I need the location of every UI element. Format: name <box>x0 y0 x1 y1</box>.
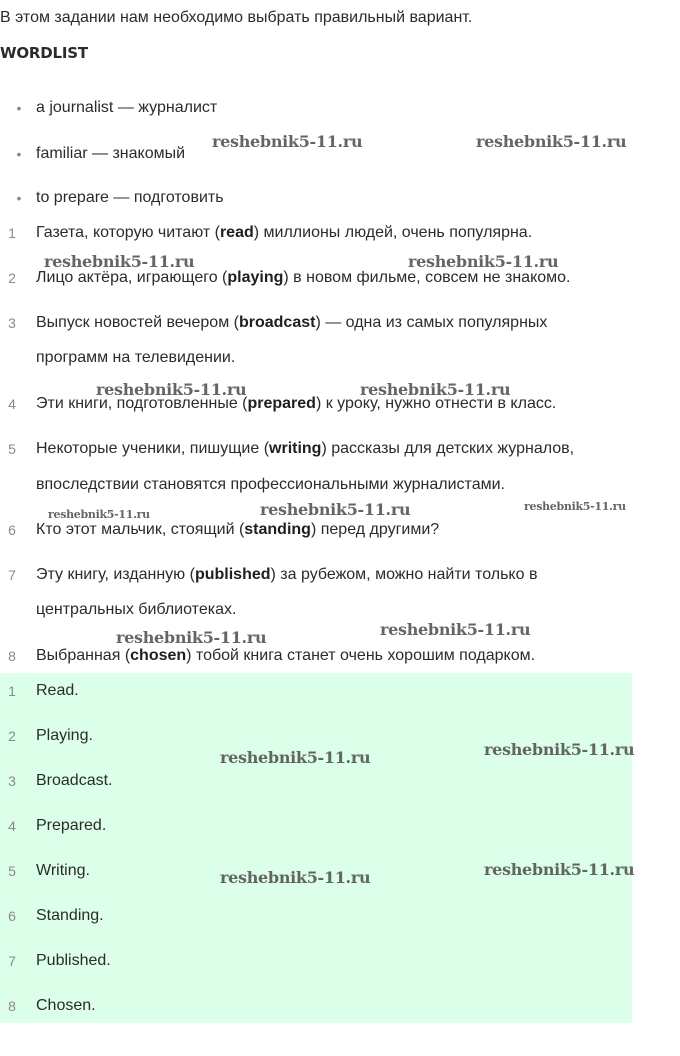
answer-number: 3 <box>8 773 16 789</box>
sentence-text: Эти книги, подготовленные (prepared) к уроку, нужно отнести в класс. <box>36 395 557 412</box>
sentence-text: Лицо актёра, играющего (playing) в новом фильме, совсем не знакомо. <box>36 269 571 286</box>
answer-word: chosen <box>130 647 187 664</box>
answer-text: Broadcast. <box>36 772 113 789</box>
sentence-number: 7 <box>8 567 16 583</box>
sentence-number: 6 <box>8 522 16 538</box>
bullet-icon: • <box>16 190 22 206</box>
answer-word: read <box>219 224 254 241</box>
watermark: reshebnik5-11.ru <box>380 620 531 639</box>
wordlist-heading: WORDLIST <box>0 44 88 62</box>
answer-text: Playing. <box>36 727 93 744</box>
answer-word: playing <box>227 269 284 286</box>
sentence-text: Выпуск новостей вечером (broadcast) — одна из самых популярных <box>36 314 548 331</box>
watermark: reshebnik5-11.ru <box>484 740 635 759</box>
watermark: reshebnik5-11.ru <box>48 508 150 521</box>
sentence-number: 8 <box>8 648 16 664</box>
answer-text: Standing. <box>36 907 104 924</box>
sentence-number: 4 <box>8 396 16 412</box>
sentence-text: Кто этот мальчик, стоящий (standing) перед другими? <box>36 521 440 538</box>
answer-word: writing <box>269 440 322 457</box>
answer-text: Published. <box>36 952 111 969</box>
watermark: reshebnik5-11.ru <box>408 252 559 271</box>
answer-number: 7 <box>8 953 16 969</box>
answer-number: 5 <box>8 863 16 879</box>
watermark: reshebnik5-11.ru <box>96 380 247 399</box>
intro-text: В этом задании нам необходимо выбрать правильный вариант. <box>0 9 473 26</box>
watermark: reshebnik5-11.ru <box>260 500 411 519</box>
answer-number: 8 <box>8 998 16 1014</box>
sentence-number: 1 <box>8 225 16 241</box>
answer-word: published <box>194 566 271 583</box>
answer-word: prepared <box>247 395 316 412</box>
sentence-continuation: центральных библиотеках. <box>36 601 237 618</box>
watermark: reshebnik5-11.ru <box>484 860 635 879</box>
answer-word: standing <box>244 521 311 538</box>
answer-text: Read. <box>36 682 79 699</box>
sentence-text: Эту книгу, изданную (published) за рубежом, можно найти только в <box>36 566 538 583</box>
answer-number: 2 <box>8 728 16 744</box>
sentence-continuation: впоследствии становятся профессиональными журналистами. <box>36 476 505 493</box>
wordlist-item-text: a journalist — журналист <box>36 99 218 116</box>
wordlist-item-text: familiar — знакомый <box>36 145 186 162</box>
wordlist-item-text: to prepare — подготовить <box>36 189 224 206</box>
sentence-text: Некоторые ученики, пишущие (writing) рассказы для детских журналов, <box>36 440 575 457</box>
answer-text: Chosen. <box>36 997 96 1014</box>
answer-text: Prepared. <box>36 817 107 834</box>
bullet-icon: • <box>16 146 22 162</box>
answer-text: Writing. <box>36 862 90 879</box>
watermark: reshebnik5-11.ru <box>212 132 363 151</box>
sentence-number: 2 <box>8 270 16 286</box>
bullet-icon: • <box>16 100 22 116</box>
watermark: reshebnik5-11.ru <box>524 500 626 513</box>
watermark: reshebnik5-11.ru <box>220 868 371 887</box>
watermark: reshebnik5-11.ru <box>44 252 195 271</box>
watermark: reshebnik5-11.ru <box>476 132 627 151</box>
answer-number: 1 <box>8 683 16 699</box>
answer-word: broadcast <box>238 314 316 331</box>
answer-number: 4 <box>8 818 16 834</box>
answers-panel <box>0 673 635 1023</box>
watermark: reshebnik5-11.ru <box>220 748 371 767</box>
answer-number: 6 <box>8 908 16 924</box>
sentence-text: Газета, которую читают (read) миллионы людей, очень популярна. <box>36 224 533 241</box>
sentence-number: 5 <box>8 441 16 457</box>
watermark: reshebnik5-11.ru <box>360 380 511 399</box>
sentence-text: Выбранная (chosen) тобой книга станет очень хорошим подарком. <box>36 647 536 664</box>
sentence-number: 3 <box>8 315 16 331</box>
watermark: reshebnik5-11.ru <box>116 628 267 647</box>
sentence-continuation: программ на телевидении. <box>36 349 236 366</box>
